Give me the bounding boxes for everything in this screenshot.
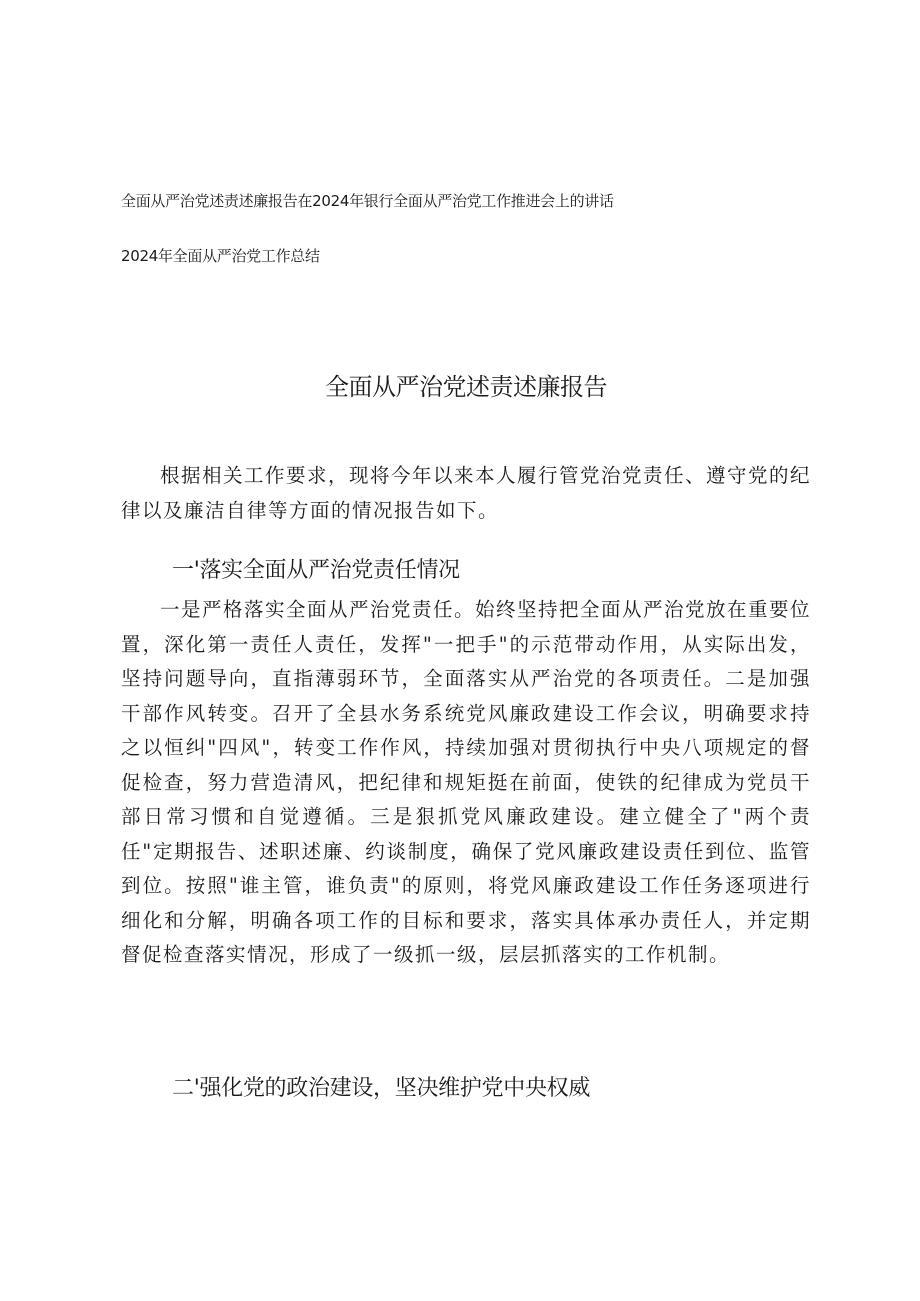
- intro-paragraph: 根据相关工作要求，现将今年以来本人履行管党治党责任、遵守党的纪律以及廉洁自律等方面的情况报告如下。: [121, 464, 812, 522]
- related-doc-link-2: 2024年全面从严治党工作总结: [121, 247, 320, 265]
- section-2-heading: 二'强化党的政治建设，坚决维护党中央权威: [172, 1076, 591, 1101]
- document-title: 全面从严治党述责述廉报告: [325, 373, 607, 401]
- related-doc-link-1: 全面从严治党述责述廉报告在2024年银行全面从严治党工作推进会上的讲话: [121, 192, 614, 210]
- section-1-heading: 一'落实全面从严治党责任情况: [172, 558, 460, 583]
- section-1-body: 一是严格落实全面从严治党责任。始终坚持把全面从严治党放在重要位置，深化第一责任人责任，发挥"一把手"的示范带动作用，从实际出发，坚持问题导向，直指薄弱环节，全面落实从严治党的各项责任。二是加强干部作风转变。召开了全县水务系统党风廉政建设工作会议，明确要求持之以恒纠"四风"，转变工作作风，持续加强对贯彻执行中央八项规定的督促检查，努力营造清风，把纪律和规矩挺在前面，使铁的纪律成为党员干部日常习惯和自觉遵循。三是狠抓党风廉政建设。建立健全了"两个责任"定期报告、述职述廉、约谈制度，确保了党风廉政建设责任到位、监管到位。按照"谁主管，谁负责"的原则，将党风廉政建设工作任务逐项进行细化和分解，明确各项工作的目标和要求，落实具体承办责任人，并定期督促检查落实情况，形成了一级抓一级，层层抓落实的工作机制。: [121, 598, 812, 966]
